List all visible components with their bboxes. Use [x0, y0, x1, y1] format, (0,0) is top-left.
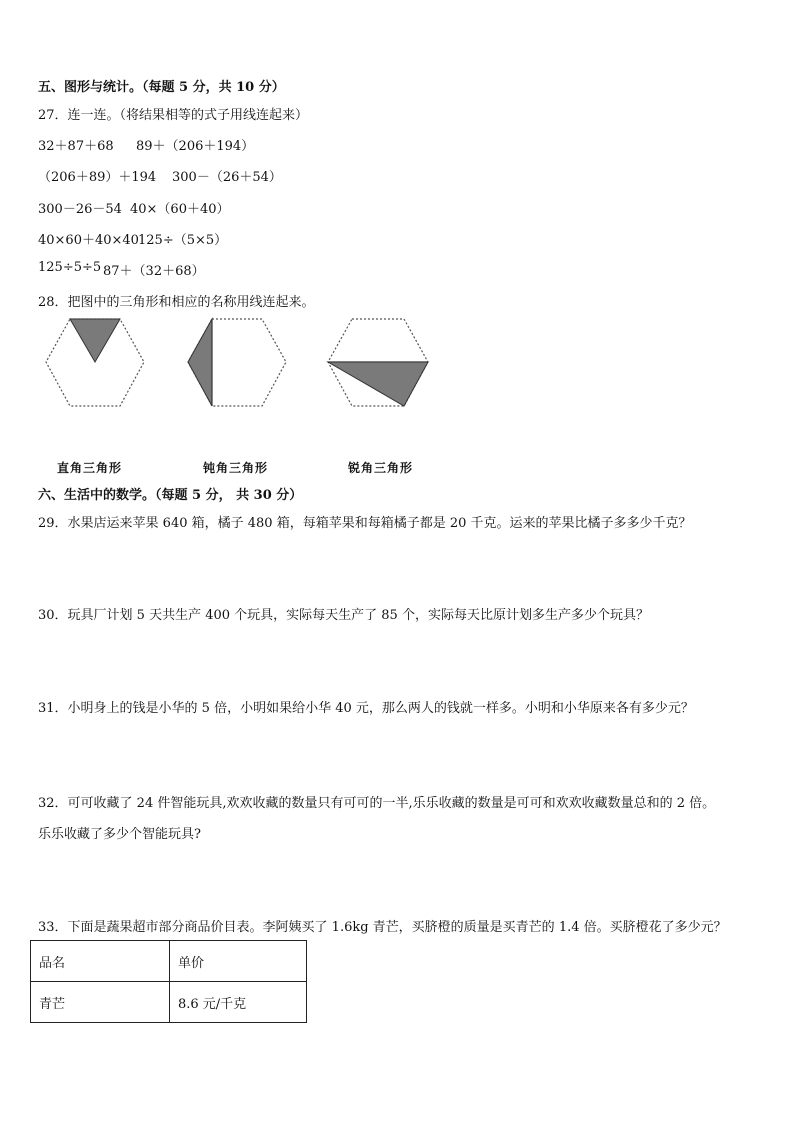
price-table-cell-name: 青芒: [31, 982, 170, 1023]
q32-text-line2: 乐乐收藏了多少个智能玩具?: [38, 827, 201, 842]
price-table: [30, 940, 307, 1023]
q29-text: 29．水果店运来苹果 640 箱，橘子 480 箱，每箱苹果和每箱橘子都是 20 千克。运来的苹果比橘子多多少千克？: [38, 516, 692, 531]
q31-text: 31．小明身上的钱是小华的 5 倍，小明如果给小华 40 元，那么两人的钱就一样多。小明和小华原来各有多少元？: [38, 701, 694, 716]
q27-prompt: 27．连一连。（将结果相等的式子用线连起来）: [38, 108, 309, 123]
q33-text: 33．下面是蔬果超市部分商品价目表。李阿姨买了 1.6kg 青芒，买脐橙的质量是买青芒的 1.4 倍。买脐橙花了多少元？: [38, 920, 727, 935]
shaded-triangle-2: [188, 319, 212, 406]
q27-right-expr-3: 40×（60＋40）: [130, 202, 230, 217]
price-table-header-name: 品名: [31, 941, 170, 982]
triangle-label-obtuse: 钝角三角形: [203, 461, 269, 475]
table-row: [31, 982, 307, 1023]
hexagon-figure-2: [180, 312, 290, 412]
section6-title: 六、生活中的数学。（每题 5 分， 共 30 分）: [38, 488, 303, 503]
price-table-header-row: [31, 941, 307, 982]
q27-right-expr-5: 87＋（32＋68）: [103, 264, 205, 279]
q27-left-expr-4: 40×60＋40×40: [38, 233, 139, 248]
q27-right-expr-4: 125÷（5×5）: [138, 233, 228, 248]
triangle-label-right: 直角三角形: [57, 461, 123, 475]
section5-title: 五、图形与统计。（每题 5 分，共 10 分）: [38, 80, 285, 95]
hexagon-figure-3: [322, 312, 434, 412]
q28-prompt: 28．把图中的三角形和相应的名称用线连起来。: [38, 295, 315, 310]
q27-left-expr-5: 125÷5÷5: [38, 260, 102, 275]
shaded-triangle-1: [70, 319, 120, 362]
price-table-cell-price: 8.6 元/千克: [170, 982, 307, 1023]
q30-text: 30．玩具厂计划 5 天共生产 400 个玩具，实际每天生产了 85 个，实际每天比原计划多生产多少个玩具？: [38, 608, 649, 623]
price-table-header-price: 单价: [170, 941, 307, 982]
q27-left-expr-2: （206＋89）＋194: [38, 170, 157, 185]
q32-text-line1: 32．可可收藏了 24 件智能玩具,欢欢收藏的数量只有可可的一半,乐乐收藏的数量是可可和欢欢收藏数量总和的 2 倍。: [38, 796, 716, 811]
hexagon-figure-1: [40, 312, 150, 412]
q27-left-expr-3: 300－26－54: [38, 202, 122, 217]
q27-right-expr-2: 300－（26＋54）: [172, 170, 282, 185]
shaded-triangle-3: [328, 362, 428, 406]
triangle-label-acute: 锐角三角形: [348, 461, 414, 475]
q27-right-expr-1: 89＋（206＋194）: [136, 139, 255, 154]
q27-left-expr-1: 32＋87＋68: [38, 139, 114, 154]
